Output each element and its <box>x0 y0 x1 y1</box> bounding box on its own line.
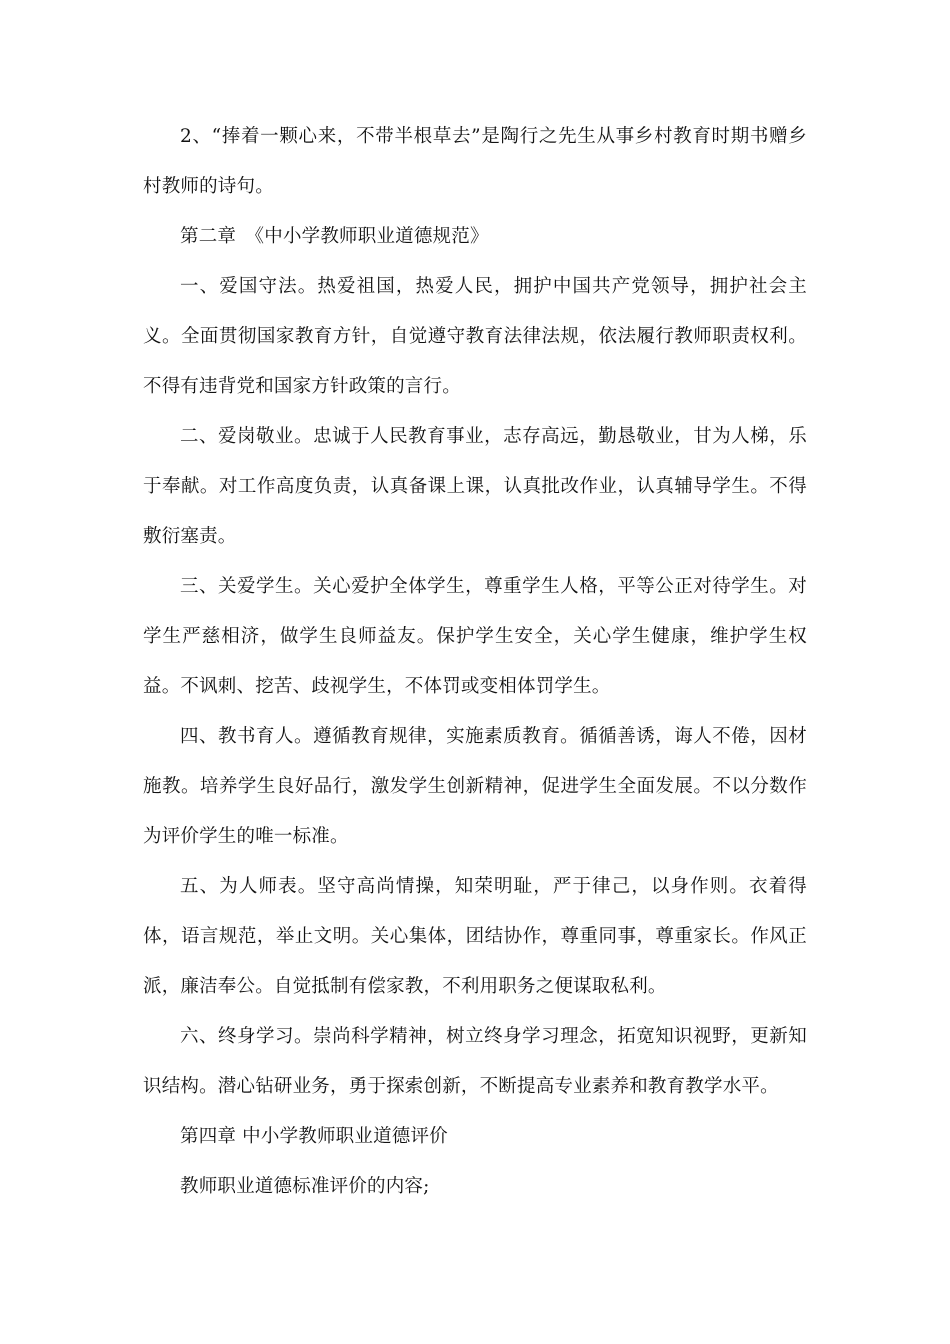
chapter-four-heading: 第四章 中小学教师职业道德评价 <box>180 1126 448 1147</box>
document-body <box>143 112 807 1212</box>
paragraph-educate: 四、教书育人。遵循教育规律，实施素质教育。循循善诱，诲人不倦，因材施教。培养学生良好品行，激发学生创新精神，促进学生全面发展。不以分数作为评价学生的唯一标准。 <box>143 726 807 847</box>
paragraph-evaluation-content: 教师职业道德标准评价的内容; <box>180 1176 430 1197</box>
chapter-two-heading: 第二章 《中小学教师职业道德规范》 <box>180 226 489 247</box>
paragraph-poem-note: 2、“捧着一颗心来，不带半根草去”是陶行之先生从事乡村教育时期书赠乡村教师的诗句。 <box>143 126 807 197</box>
paragraph-lifelong-learning: 六、终身学习。崇尚科学精神，树立终身学习理念，拓宽知识视野，更新知识结构。潜心钻研业务，勇于探索创新，不断提高专业素养和教育教学水平。 <box>143 1026 807 1097</box>
paragraph-role-model: 五、为人师表。坚守高尚情操，知荣明耻，严于律己，以身作则。衣着得体，语言规范，举止文明。关心集体，团结协作，尊重同事，尊重家长。作风正派，廉洁奉公。自觉抵制有偿家教，不利用职务之便谋取私利。 <box>143 876 807 997</box>
paragraph-dedication: 二、爱岗敬业。忠诚于人民教育事业，志存高远，勤恳敬业，甘为人梯，乐于奉献。对工作高度负责，认真备课上课，认真批改作业，认真辅导学生。不得敷衍塞责。 <box>143 426 807 547</box>
paragraph-patriotism: 一、爱国守法。热爱祖国，热爱人民，拥护中国共产党领导，拥护社会主义。全面贯彻国家教育方针，自觉遵守教育法律法规，依法履行教师职责权利。不得有违背党和国家方针政策的言行。 <box>143 276 807 397</box>
paragraph-care-students: 三、关爱学生。关心爱护全体学生，尊重学生人格，平等公正对待学生。对学生严慈相济，做学生良师益友。保护学生安全，关心学生健康，维护学生权益。不讽刺、挖苦、歧视学生，不体罚或变相体罚学生。 <box>143 576 807 697</box>
